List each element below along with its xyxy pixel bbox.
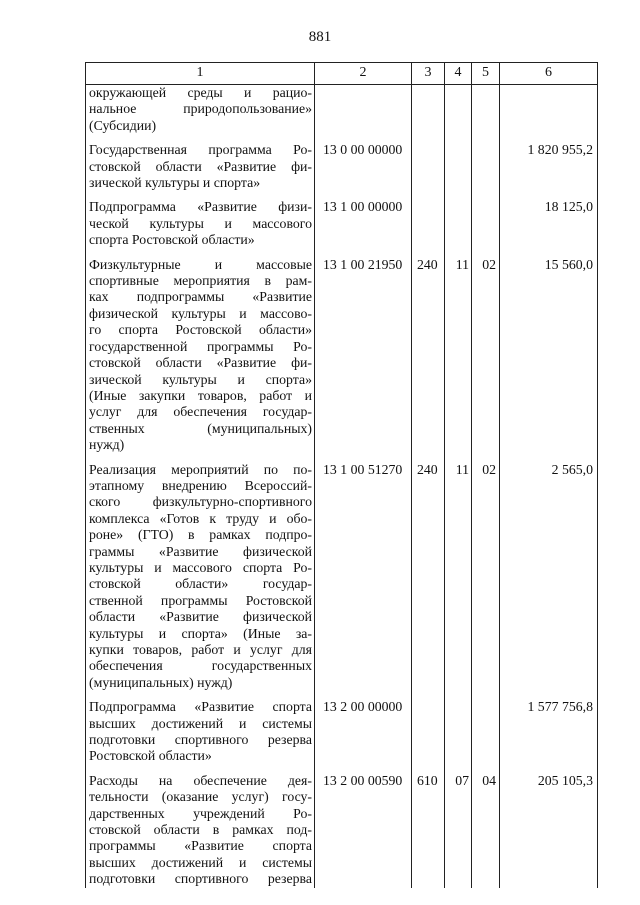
row-name-cell	[86, 142, 315, 199]
row-code-cell: 13 2 00 00590	[315, 773, 412, 888]
row-name-line: Подпрограмма «Развитие спорта	[89, 699, 312, 715]
row-name-cell	[86, 85, 315, 143]
row-name-line: Физкультурные и массовые	[89, 256, 312, 272]
row-name-line: государственной программы Ро-	[89, 338, 312, 354]
row-name-line: зической культуры и спорта»	[89, 371, 312, 387]
row-amount-cell: 2 565,0	[500, 462, 598, 700]
row-name-line: программы «Развитие спорта	[89, 838, 312, 854]
row-name-line: купки товаров, работ и услуг для	[89, 642, 312, 657]
row-name-line: культуры и массового спорта Ро-	[89, 559, 312, 575]
row-name-line: высших достижений и системы	[89, 854, 312, 870]
row-subsection-cell	[472, 85, 500, 143]
budget-table	[85, 62, 598, 888]
row-section-cell	[445, 142, 472, 199]
table-row	[86, 773, 598, 888]
row-name-line: граммы «Развитие физической	[89, 543, 312, 559]
row-section-cell	[445, 699, 472, 773]
column-header-amount: 6	[500, 63, 598, 85]
table-row	[86, 257, 598, 462]
table-row	[86, 699, 598, 773]
row-name-line: спортивные мероприятия в рам-	[89, 273, 312, 289]
row-expense-type-cell	[412, 199, 445, 256]
row-code-cell: 13 0 00 00000	[315, 142, 412, 199]
row-name-line: стовской области» государ-	[89, 576, 312, 592]
row-expense-type-cell	[412, 142, 445, 199]
row-name-line: физической культуры и массово-	[89, 305, 312, 321]
row-code-cell: 13 2 00 00000	[315, 699, 412, 773]
row-name-cell	[86, 699, 315, 773]
row-name-line: зической культуры и спорта»	[89, 175, 261, 191]
row-name-line: (муниципальных) нужд)	[89, 674, 233, 690]
row-section-cell	[445, 85, 472, 143]
row-expense-type-cell: 240	[412, 462, 445, 700]
row-name-line: услуг для обеспечения государ-	[89, 404, 312, 420]
row-name-cell	[86, 257, 315, 462]
row-name-line: го спорта Ростовской области»	[89, 322, 312, 338]
row-section-cell	[445, 199, 472, 256]
row-subsection-cell	[472, 699, 500, 773]
row-name-line: стовской области в рамках под-	[89, 822, 312, 838]
row-expense-type-cell	[412, 699, 445, 773]
table-body	[86, 85, 598, 888]
row-name-line: стовской области «Развитие фи-	[89, 158, 312, 174]
row-name-line: ственной программы Ростовской	[89, 592, 312, 608]
row-name-line: ского физкультурно-спортивного	[89, 494, 312, 510]
row-name-line: окружающей среды и рацио-	[89, 85, 312, 100]
column-header-expense-type: 3	[412, 63, 445, 85]
row-name-line: комплекса «Готов к труду и обо-	[89, 510, 312, 526]
row-subsection-cell: 02	[472, 257, 500, 462]
row-expense-type-cell: 610	[412, 773, 445, 888]
row-expense-type-cell	[412, 85, 445, 143]
row-code-cell: 13 1 00 21950	[315, 257, 412, 462]
row-name-line: культуры и спорта» (Иные за-	[89, 625, 312, 641]
row-name-line: ческой культуры и массового	[89, 215, 312, 231]
row-name-line: Ростовской области»	[89, 748, 212, 764]
row-subsection-cell	[472, 142, 500, 199]
row-name-line: нальное природопользование»	[89, 101, 312, 117]
row-name-line: подготовки спортивного резерва	[89, 871, 312, 887]
row-section-cell: 11	[445, 462, 472, 700]
row-name-line: Государственная программа Ро-	[89, 142, 312, 158]
row-amount-cell: 205 105,3	[500, 773, 598, 888]
row-amount-cell: 1 577 756,8	[500, 699, 598, 773]
row-name-line: (Иные закупки товаров, работ и	[89, 387, 312, 403]
row-name-line: высших достижений и системы	[89, 715, 312, 731]
row-name-line: стовской области «Развитие фи-	[89, 355, 312, 371]
table-row	[86, 199, 598, 256]
row-name-line: ственных (муниципальных)	[89, 420, 312, 436]
row-name-line: спорта Ростовской области»	[89, 232, 255, 248]
row-subsection-cell: 02	[472, 462, 500, 700]
row-expense-type-cell: 240	[412, 257, 445, 462]
row-name-line: (Субсидии)	[89, 117, 157, 133]
table-row	[86, 142, 598, 199]
row-subsection-cell	[472, 199, 500, 256]
column-header-code: 2	[315, 63, 412, 85]
row-name-line: Расходы на обеспечение дея-	[89, 772, 312, 788]
row-name-line: Подпрограмма «Развитие физи-	[89, 199, 312, 215]
row-name-line: обеспечения государственных	[89, 658, 312, 674]
row-name-line: ках подпрограммы «Развитие	[89, 289, 312, 305]
row-name-line: нужд)	[89, 437, 125, 453]
table-header	[86, 63, 598, 85]
row-amount-cell	[500, 85, 598, 143]
row-section-cell: 07	[445, 773, 472, 888]
row-name-line: дарственных учреждений Ро-	[89, 805, 312, 821]
page-number: 881	[308, 29, 332, 45]
row-name-line: подготовки спортивного резерва	[89, 732, 312, 748]
row-name-line: этапному внедрению Всероссий-	[89, 477, 312, 493]
row-code-cell	[315, 85, 412, 143]
row-code-cell: 13 1 00 00000	[315, 199, 412, 256]
table-row	[86, 462, 598, 700]
row-subsection-cell: 04	[472, 773, 500, 888]
row-name-line: роне» (ГТО) в рамках подпро-	[89, 527, 312, 543]
table-row	[86, 85, 598, 143]
row-name-line: области «Развитие физической	[89, 609, 312, 625]
row-amount-cell: 18 125,0	[500, 199, 598, 256]
row-code-cell: 13 1 00 51270	[315, 462, 412, 700]
row-name-line: тельности (оказание услуг) госу-	[89, 789, 312, 805]
row-name-line: Реализация мероприятий по по-	[89, 461, 312, 477]
row-amount-cell: 1 820 955,2	[500, 142, 598, 199]
column-header-subsection: 5	[472, 63, 500, 85]
row-name-cell	[86, 199, 315, 256]
row-name-cell	[86, 462, 315, 700]
row-amount-cell: 15 560,0	[500, 257, 598, 462]
row-name-cell	[86, 773, 315, 888]
column-header-name: 1	[86, 63, 315, 85]
column-header-section: 4	[445, 63, 472, 85]
row-section-cell: 11	[445, 257, 472, 462]
